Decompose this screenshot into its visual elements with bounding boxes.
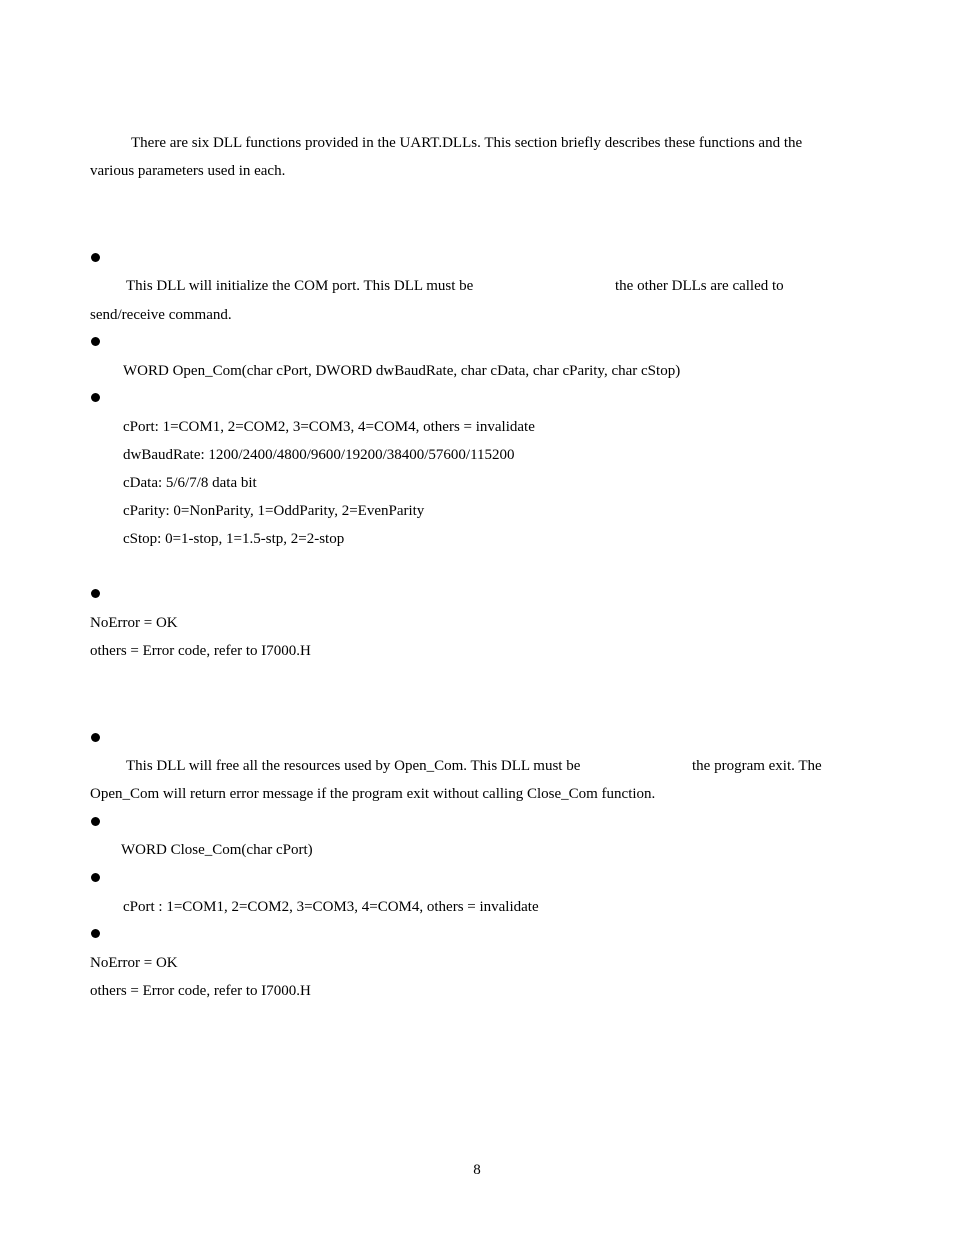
close-com-description-part-1: This DLL will free all the resources used by Open_Com. This DLL must be	[126, 758, 581, 774]
intro-line-1: There are six DLL functions provided in the UART.DLLs. This section briefly describes these functions and the	[131, 135, 803, 151]
open-com-param: dwBaudRate: 1200/2400/4800/9600/19200/38400/57600/115200	[123, 447, 515, 463]
close-com-return: NoError = OK	[90, 955, 178, 971]
bullet-icon	[91, 337, 100, 346]
open-com-param: cParity: 0=NonParity, 1=OddParity, 2=EvenParity	[123, 503, 425, 519]
open-com-return: NoError = OK	[90, 615, 178, 631]
open-com-param: cData: 5/6/7/8 data bit	[123, 475, 257, 491]
close-com-param: cPort : 1=COM1, 2=COM2, 3=COM3, 4=COM4, others = invalidate	[123, 899, 539, 915]
open-com-description-part-2: the other DLLs are called to	[615, 278, 784, 294]
bullet-icon	[91, 253, 100, 262]
open-com-description-part-1: This DLL will initialize the COM port. This DLL must be	[126, 278, 474, 294]
bullet-icon	[91, 873, 100, 882]
open-com-param: cStop: 0=1-stop, 1=1.5-stp, 2=2-stop	[123, 531, 345, 547]
close-com-syntax: WORD Close_Com(char cPort)	[121, 842, 313, 858]
open-com-param: cPort: 1=COM1, 2=COM2, 3=COM3, 4=COM4, others = invalidate	[123, 419, 535, 435]
bullet-icon	[91, 817, 100, 826]
page-number: 8	[473, 1162, 481, 1178]
bullet-icon	[91, 393, 100, 402]
open-com-description-line-2: send/receive command.	[90, 307, 232, 323]
intro-line-2: various parameters used in each.	[90, 163, 286, 179]
bullet-icon	[91, 929, 100, 938]
close-com-description-line-2: Open_Com will return error message if the program exit without calling Close_Com function.	[90, 786, 656, 802]
open-com-syntax: WORD Open_Com(char cPort, DWORD dwBaudRate, char cData, char cParity, char cStop)	[123, 363, 681, 379]
bullet-icon	[91, 589, 100, 598]
open-com-return: others = Error code, refer to I7000.H	[90, 643, 311, 659]
close-com-return: others = Error code, refer to I7000.H	[90, 983, 311, 999]
close-com-description-part-2: the program exit. The	[692, 758, 822, 774]
bullet-icon	[91, 733, 100, 742]
